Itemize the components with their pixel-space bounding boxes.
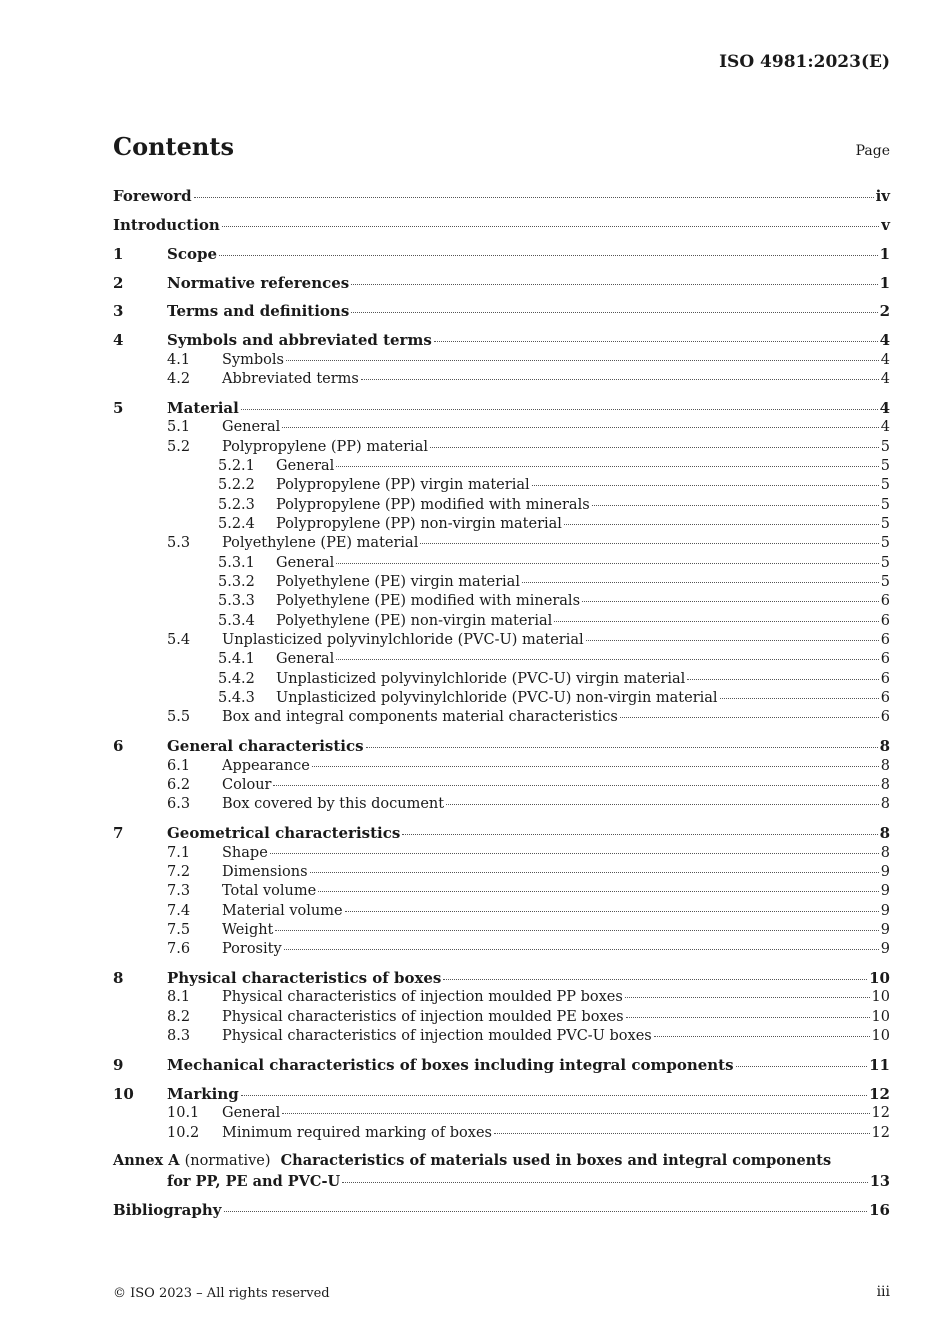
toc-entry-number: 5.2 xyxy=(167,438,191,455)
toc-entry-title: Box covered by this document xyxy=(222,796,445,813)
toc-entry-page: 4 xyxy=(880,370,890,387)
dot-leader xyxy=(443,978,867,980)
toc-entry-page: 4 xyxy=(880,419,890,436)
toc-entry[interactable] xyxy=(113,902,890,920)
toc-entry-title: Polypropylene (PP) modified with minerals xyxy=(276,496,590,513)
dot-leader xyxy=(284,948,879,950)
dot-leader xyxy=(310,871,879,873)
toc-entry-number: 7.6 xyxy=(167,941,191,958)
toc-entry-number: 8.3 xyxy=(167,1028,191,1045)
toc-entry-number: 7.4 xyxy=(167,902,191,919)
toc-entry[interactable] xyxy=(113,844,890,862)
toc-entry[interactable] xyxy=(113,418,890,436)
toc-entry[interactable] xyxy=(113,1085,890,1103)
dot-leader xyxy=(224,1210,868,1212)
toc-entry-number: 5.4.1 xyxy=(218,651,255,668)
toc-entry-title: Dimensions xyxy=(222,863,308,880)
toc-entry[interactable] xyxy=(113,940,890,958)
annex-name: Annex A xyxy=(113,1152,180,1170)
toc-entry[interactable] xyxy=(113,795,890,813)
toc-entry-number: 6.2 xyxy=(167,776,191,793)
dot-leader xyxy=(554,620,879,622)
toc-entry[interactable] xyxy=(113,302,890,320)
toc-entry[interactable] xyxy=(113,737,890,755)
toc-entry[interactable] xyxy=(113,216,890,234)
dot-leader xyxy=(241,1094,867,1096)
toc-entry[interactable] xyxy=(113,670,890,688)
annex-title-line1: Characteristics of materials used in boxes and integral components xyxy=(280,1152,832,1170)
toc-entry-title: Polyethylene (PE) material xyxy=(222,535,419,552)
toc-entry-title: General xyxy=(276,554,335,571)
toc-entry[interactable] xyxy=(113,708,890,726)
toc-entry-title: Symbols and abbreviated terms xyxy=(167,331,432,350)
dot-leader xyxy=(687,678,879,680)
toc-entry-page: 4 xyxy=(879,331,890,350)
dot-leader xyxy=(312,765,879,767)
toc-entry[interactable] xyxy=(113,187,890,205)
dot-leader xyxy=(336,658,878,660)
toc-entry-number: 7.1 xyxy=(167,844,191,861)
toc-entry[interactable] xyxy=(113,515,890,533)
toc-entry-page: 6 xyxy=(880,651,890,668)
toc-entry-page: 6 xyxy=(880,593,890,610)
toc-entry[interactable] xyxy=(113,476,890,494)
toc-entry[interactable] xyxy=(113,1104,890,1122)
dot-leader xyxy=(351,283,877,285)
toc-entry[interactable] xyxy=(113,1124,890,1142)
toc-entry[interactable] xyxy=(113,882,890,900)
toc-entry-number: 5.3.2 xyxy=(218,573,255,590)
toc-entry-title: General xyxy=(222,1105,281,1122)
toc-entry-page: 8 xyxy=(880,844,890,861)
toc-entry[interactable] xyxy=(113,969,890,987)
toc-entry-title: Polypropylene (PP) material xyxy=(222,438,428,455)
toc-entry-title: Normative references xyxy=(167,273,350,292)
toc-entry-number: 2 xyxy=(113,273,124,292)
toc-entry-title: Foreword xyxy=(113,187,192,205)
toc-entry-page: 9 xyxy=(880,902,890,919)
toc-entry[interactable] xyxy=(113,351,890,369)
toc-entry-title: Weight xyxy=(222,921,274,938)
dot-leader xyxy=(430,446,879,448)
dot-leader xyxy=(592,504,879,506)
dot-leader xyxy=(286,359,879,361)
toc-entry-number: 8.1 xyxy=(167,989,191,1006)
toc-entry-number: 8 xyxy=(113,969,124,988)
toc-entry-number: 5.4 xyxy=(167,632,191,648)
dot-leader xyxy=(273,784,878,786)
toc-entry-page: 5 xyxy=(880,496,890,513)
toc-entry-number: 5.2.3 xyxy=(218,496,255,513)
toc-entry[interactable] xyxy=(113,757,890,775)
toc-entry-title: Material volume xyxy=(222,902,343,919)
toc-entry-page: 8 xyxy=(880,796,890,813)
copyright-notice: © ISO 2023 – All rights reserved xyxy=(113,1286,330,1301)
toc-entry-page: 9 xyxy=(880,941,890,958)
toc-entry-title: Introduction xyxy=(113,215,220,234)
toc-entry[interactable] xyxy=(113,496,890,514)
toc-entry[interactable] xyxy=(113,331,890,349)
toc-entry-number: 7.2 xyxy=(167,863,191,880)
toc-entry-title: Abbreviated terms xyxy=(222,370,359,387)
toc-entry[interactable] xyxy=(113,1027,890,1045)
toc-entry-page: 6 xyxy=(880,670,890,687)
toc-entry-title: Appearance xyxy=(222,757,310,774)
toc-entry-title: Symbols xyxy=(222,351,284,368)
toc-entry-title: Geometrical characteristics xyxy=(167,824,401,843)
toc-entry-title: Box and integral components material characteristics xyxy=(222,709,618,726)
toc-entry[interactable] xyxy=(113,554,890,572)
toc-entry-page: 12 xyxy=(869,1084,890,1103)
toc-entry-number: 5.3.3 xyxy=(218,593,255,610)
toc-entry-page: 5 xyxy=(880,573,890,590)
dot-leader xyxy=(351,311,877,313)
toc-entry[interactable] xyxy=(113,824,890,842)
toc-entry-number: 5.1 xyxy=(167,419,191,436)
dot-leader xyxy=(270,852,879,854)
toc-entry-number: 7 xyxy=(113,824,124,843)
toc-entry-title: Terms and definitions xyxy=(167,302,350,321)
toc-entry-page: 6 xyxy=(880,632,890,648)
toc-entry-title: Unplasticized polyvinylchloride (PVC-U) non-virgin material xyxy=(276,690,718,707)
dot-leader xyxy=(318,890,879,892)
toc-entry-page: 4 xyxy=(880,351,890,368)
toc-entry-number: 1 xyxy=(113,244,124,263)
toc-entry-title: Unplasticized polyvinylchloride (PVC-U) material xyxy=(222,632,584,648)
toc-entry[interactable] xyxy=(113,457,890,475)
toc-entry-title: Physical characteristics of boxes xyxy=(167,969,442,988)
toc-entry-page: 8 xyxy=(879,824,890,843)
toc-entry[interactable] xyxy=(113,863,890,881)
toc-entry[interactable] xyxy=(113,1056,890,1074)
dot-leader xyxy=(222,225,879,227)
toc-entry-page: 1 xyxy=(879,273,890,292)
dot-leader xyxy=(582,600,879,602)
toc-entry[interactable] xyxy=(113,274,890,292)
toc-entry-page: 1 xyxy=(879,244,890,263)
toc-entry-title: Colour xyxy=(222,776,272,793)
toc-entry-title: Shape xyxy=(222,844,268,861)
toc-entry[interactable] xyxy=(113,573,890,591)
dot-leader xyxy=(366,746,878,748)
toc-entry-page: 5 xyxy=(880,535,890,552)
toc-entry[interactable] xyxy=(113,245,890,263)
dot-leader xyxy=(345,910,879,912)
toc-entry-title: Total volume xyxy=(222,883,317,900)
dot-leader xyxy=(282,426,878,428)
toc-entry-page: 9 xyxy=(880,883,890,900)
toc-entry-number: 4.2 xyxy=(167,370,191,387)
toc-entry-title: Scope xyxy=(167,244,218,263)
toc-entry-page: 5 xyxy=(880,515,890,532)
toc-entry-title: Polyethylene (PE) virgin material xyxy=(276,573,520,590)
toc-annex-entry-continued[interactable] xyxy=(113,1173,890,1191)
toc-entry-number: 4.1 xyxy=(167,351,191,368)
toc-entry-page: 10 xyxy=(871,1028,890,1045)
dot-leader xyxy=(626,1016,870,1018)
page-title: Contents xyxy=(113,132,234,161)
toc-entry[interactable] xyxy=(113,438,890,456)
toc-entry-title: Physical characteristics of injection moulded PVC-U boxes xyxy=(222,1028,652,1045)
dot-leader xyxy=(446,803,879,805)
dot-leader xyxy=(564,523,879,525)
page-column-label: Page xyxy=(855,143,890,159)
toc-entry[interactable] xyxy=(113,689,890,707)
dot-leader xyxy=(342,1181,868,1183)
dot-leader xyxy=(241,408,878,410)
annex-title-line2: for PP, PE and PVC-U xyxy=(167,1172,341,1190)
toc-entry-page: 16 xyxy=(869,1201,890,1220)
dot-leader xyxy=(736,1065,868,1067)
toc-entry[interactable] xyxy=(113,776,890,794)
toc-entry-title: Physical characteristics of injection moulded PE boxes xyxy=(222,1008,624,1025)
toc-entry-title: General xyxy=(276,457,335,474)
dot-leader xyxy=(494,1132,870,1134)
toc-entry[interactable] xyxy=(113,592,890,610)
toc-entry-number: 9 xyxy=(113,1056,124,1074)
toc-entry-number: 5.4.2 xyxy=(218,670,255,687)
toc-entry-number: 6.3 xyxy=(167,796,191,813)
toc-entry-number: 5.2.1 xyxy=(218,457,255,474)
toc-entry[interactable] xyxy=(113,399,890,417)
toc-entry-page: 6 xyxy=(880,612,890,629)
toc-entry-bibliography[interactable] xyxy=(113,1201,890,1219)
toc-entry-number: 3 xyxy=(113,302,124,321)
toc-entry-page: 12 xyxy=(871,1124,890,1141)
toc-entry-title: Polyethylene (PE) modified with minerals xyxy=(276,593,581,610)
toc-entry-number: 5.3.1 xyxy=(218,554,255,571)
page-number: iii xyxy=(876,1284,890,1300)
toc-entry[interactable] xyxy=(113,1008,890,1026)
dot-leader xyxy=(720,697,879,699)
toc-entry-number: 5.5 xyxy=(167,709,191,726)
toc-entry-title: General xyxy=(222,419,281,436)
toc-entry-page: 11 xyxy=(869,1056,890,1074)
toc-entry[interactable] xyxy=(113,988,890,1006)
toc-entry-number: 4 xyxy=(113,331,124,350)
dot-leader xyxy=(625,996,870,998)
toc-entry-page: 9 xyxy=(880,863,890,880)
toc-entry-number: 5.3.4 xyxy=(218,612,255,629)
toc-entry-number: 10.1 xyxy=(167,1105,200,1122)
toc-entry-title: Minimum required marking of boxes xyxy=(222,1124,492,1141)
toc-entry-number: 10.2 xyxy=(167,1124,200,1141)
toc-annex-entry[interactable] xyxy=(113,1152,890,1170)
toc-entry-page: 10 xyxy=(871,1008,890,1025)
toc-entry-title: Material xyxy=(167,398,239,417)
toc-entry-page: 6 xyxy=(880,690,890,707)
toc-entry-title: General xyxy=(276,651,335,668)
toc-entry-page: 5 xyxy=(880,438,890,455)
dot-leader xyxy=(361,378,879,380)
toc-entry-title: Bibliography xyxy=(113,1201,222,1220)
dot-leader xyxy=(275,929,878,931)
toc-entry-title: General characteristics xyxy=(167,737,364,756)
toc-entry-page: 2 xyxy=(879,302,890,321)
toc-entry-page: 6 xyxy=(880,709,890,726)
dot-leader xyxy=(336,562,878,564)
dot-leader xyxy=(402,833,877,835)
toc-entry-number: 5.2.4 xyxy=(218,515,255,532)
dot-leader xyxy=(620,716,879,718)
toc-entry-number: 5.4.3 xyxy=(218,690,255,707)
toc-entry[interactable] xyxy=(113,631,890,649)
toc-entry-number: 6.1 xyxy=(167,757,191,774)
toc-entry-number: 5.3 xyxy=(167,535,191,552)
toc-entry-page: 13 xyxy=(869,1172,890,1190)
dot-leader xyxy=(586,639,879,641)
toc-entry[interactable] xyxy=(113,612,890,630)
toc-entry[interactable] xyxy=(113,370,890,388)
toc-entry-number: 7.5 xyxy=(167,921,191,938)
toc-entry-page: 8 xyxy=(880,776,890,793)
toc-entry-number: 6 xyxy=(113,737,124,756)
toc-entry-page: 5 xyxy=(880,554,890,571)
toc-entry-number: 8.2 xyxy=(167,1008,191,1025)
toc-entry-page: 4 xyxy=(879,398,890,417)
toc-entry-title: Mechanical characteristics of boxes including integral components xyxy=(167,1056,734,1074)
toc-entry-number: 7.3 xyxy=(167,883,191,900)
toc-entry-page: 5 xyxy=(880,457,890,474)
document-id: ISO 4981:2023(E) xyxy=(719,52,890,72)
dot-leader xyxy=(654,1035,870,1037)
toc-entry-title: Unplasticized polyvinylchloride (PVC-U) virgin material xyxy=(276,670,686,687)
toc-entry-page: 5 xyxy=(880,477,890,494)
toc-entry[interactable] xyxy=(113,921,890,939)
dot-leader xyxy=(420,542,878,544)
toc-entry-title: Porosity xyxy=(222,941,282,958)
toc-entry-page: 8 xyxy=(880,757,890,774)
dot-leader xyxy=(336,465,878,467)
toc-entry-title: Polypropylene (PP) non-virgin material xyxy=(276,515,562,532)
toc-entry-page: iv xyxy=(875,187,890,205)
toc-entry-title: Polypropylene (PP) virgin material xyxy=(276,477,530,494)
dot-leader xyxy=(434,340,878,342)
toc-entry[interactable] xyxy=(113,650,890,668)
dot-leader xyxy=(282,1112,869,1114)
annex-type: (normative) xyxy=(184,1153,271,1170)
dot-leader xyxy=(532,484,879,486)
toc-entry-number: 5 xyxy=(113,398,124,417)
toc-entry-page: 12 xyxy=(871,1105,890,1122)
toc-entry-page: 10 xyxy=(869,969,890,988)
dot-leader xyxy=(522,581,879,583)
toc-entry-title: Marking xyxy=(167,1084,239,1103)
toc-entry-number: 10 xyxy=(113,1084,134,1103)
toc-entry-page: v xyxy=(881,215,890,234)
toc-entry-page: 8 xyxy=(879,737,890,756)
toc-entry-page: 10 xyxy=(871,989,890,1006)
toc-entry[interactable] xyxy=(113,534,890,552)
toc-entry-title: Physical characteristics of injection moulded PP boxes xyxy=(222,989,623,1006)
dot-leader xyxy=(219,254,878,256)
annex-heading xyxy=(113,1152,831,1170)
toc-entry-number: 5.2.2 xyxy=(218,477,255,494)
toc-entry-title: Polyethylene (PE) non-virgin material xyxy=(276,612,553,629)
dot-leader xyxy=(194,196,874,198)
toc-entry-page: 9 xyxy=(880,921,890,938)
